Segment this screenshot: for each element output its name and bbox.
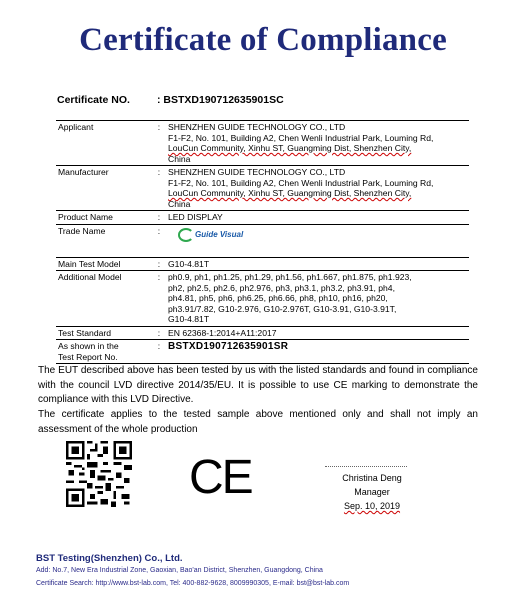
- statement-paragraph-1: The EUT described above has been tested by us with the listed standards and found in compliance with the council LVD directive 2014/35/EU. It is possible to use CE marking to demonstrate the compliance with this LVD Directive.: [38, 365, 478, 405]
- main-test-model-label: Main Test Model: [56, 257, 152, 271]
- manufacturer-value: SHENZHEN GUIDE TECHNOLOGY CO., LTD F1-F2, No. 101, Building A2, Chen Wenli Industrial Park, Louming Rd, LouCun Community, Xinhu ST, Guangming Dist, Shenzhen City, China: [166, 166, 469, 211]
- row-main-test-model: Main Test Model : G10-4.81T: [56, 257, 469, 271]
- row-manufacturer: Manufacturer : SHENZHEN GUIDE TECHNOLOGY CO., LTD F1-F2, No. 101, Building A2, Chen Wenli Industrial Park, Louming Rd, LouCun Community, Xinhu ST, Guangming Dist, Shenzhen City, China: [56, 166, 469, 211]
- statement-paragraph-2: The certificate applies to the tested sample above mentioned only and shall not imply an assessment of the whole production: [38, 409, 478, 435]
- manufacturer-label: Manufacturer: [56, 166, 152, 211]
- test-report-value: BSTXD190712635901SR: [166, 340, 469, 364]
- certificate-number: [57, 94, 284, 106]
- product-name-label: Product Name: [56, 211, 152, 225]
- trade-name-label: Trade Name: [56, 224, 152, 257]
- test-standard-value: EN 62368-1:2014+A11:2017: [166, 326, 469, 340]
- qr-code-icon: [66, 441, 132, 507]
- certificate-title: Certificate of Compliance: [79, 22, 447, 58]
- row-trade-name: Trade Name : Guide Visual: [56, 224, 469, 257]
- footer-contact: Certificate Search: http://www.bst-lab.com, Tel: 400-882-9628, 8009990305, E-mail: bst@bst-lab.com: [36, 580, 350, 587]
- signatory-title: Manager: [354, 487, 390, 497]
- row-product-name: Product Name : LED DISPLAY: [56, 211, 469, 225]
- row-test-standard: Test Standard : EN 62368-1:2014+A11:2017: [56, 326, 469, 340]
- applicant-value: SHENZHEN GUIDE TECHNOLOGY CO., LTD F1-F2, No. 101, Building A2, Chen Wenli Industrial Park, Louming Rd, LouCun Community, Xinhu ST, Guangming Dist, Shenzhen City, China: [166, 121, 469, 166]
- signature-line: [325, 466, 407, 467]
- logo-swoosh-icon: [178, 228, 194, 242]
- test-standard-label: Test Standard: [56, 326, 152, 340]
- ce-mark: CE: [189, 451, 252, 504]
- row-test-report: As shown in the Test Report No. : BSTXD190712635901SR: [56, 340, 469, 364]
- footer-address: Add: No.7, New Era Industrial Zone, Gaoxian, Bao'an District, Shenzhen, Guangdong, China: [36, 567, 323, 574]
- additional-model-value: ph0.9, ph1, ph1.25, ph1.29, ph1.56, ph1.667, ph1.875, ph1.923, ph2, ph2.5, ph2.6, ph2.976, ph3, ph3.1, ph3.2, ph3.91, ph4, ph4.81, ph5, ph6, ph6.25, ph6.66, ph8, ph10, ph16, ph20, ph3.91/7.82, G10-2.976, G10-2.976T, G10-3.91, G10-3.91T, G10-4.81T: [166, 271, 469, 327]
- main-test-model-value: G10-4.81T: [166, 257, 469, 271]
- signatory-name: Christina Deng: [342, 473, 402, 483]
- guide-visual-logo: Guide Visual: [178, 228, 243, 242]
- signatory-date: Sep. 10, 2019: [343, 501, 401, 511]
- product-name-value: LED DISPLAY: [166, 211, 469, 225]
- certificate-number-value: : BSTXD190712635901SC: [157, 94, 284, 106]
- applicant-label: Applicant: [56, 121, 152, 166]
- certificate-details-table: [56, 120, 469, 364]
- certificate-number-label: Certificate NO.: [57, 94, 130, 106]
- row-applicant: Applicant : SHENZHEN GUIDE TECHNOLOGY CO., LTD F1-F2, No. 101, Building A2, Chen Wenli Industrial Park, Louming Rd, LouCun Community, Xinhu ST, Guangming Dist, Shenzhen City, China: [56, 121, 469, 166]
- trade-name-value: [166, 224, 469, 257]
- footer-company: BST Testing(Shenzhen) Co., Ltd.: [36, 553, 183, 564]
- additional-model-label: Additional Model: [56, 271, 152, 327]
- test-report-label: As shown in the Test Report No.: [56, 340, 152, 364]
- row-additional-model: Additional Model : ph0.9, ph1, ph1.25, ph1.29, ph1.56, ph1.667, ph1.875, ph1.923, ph2, ph2.5, ph2.6, ph2.976, ph3, ph3.1, ph3.2, ph3.91, ph4, ph4.81, ph5, ph6, ph6.25, ph6.66, ph8, ph10, ph16, ph20, ph3.91/7.82, G10-2.976, G10-2.976T, G10-3.91, G10-3.91T, G10-4.81T: [56, 271, 469, 327]
